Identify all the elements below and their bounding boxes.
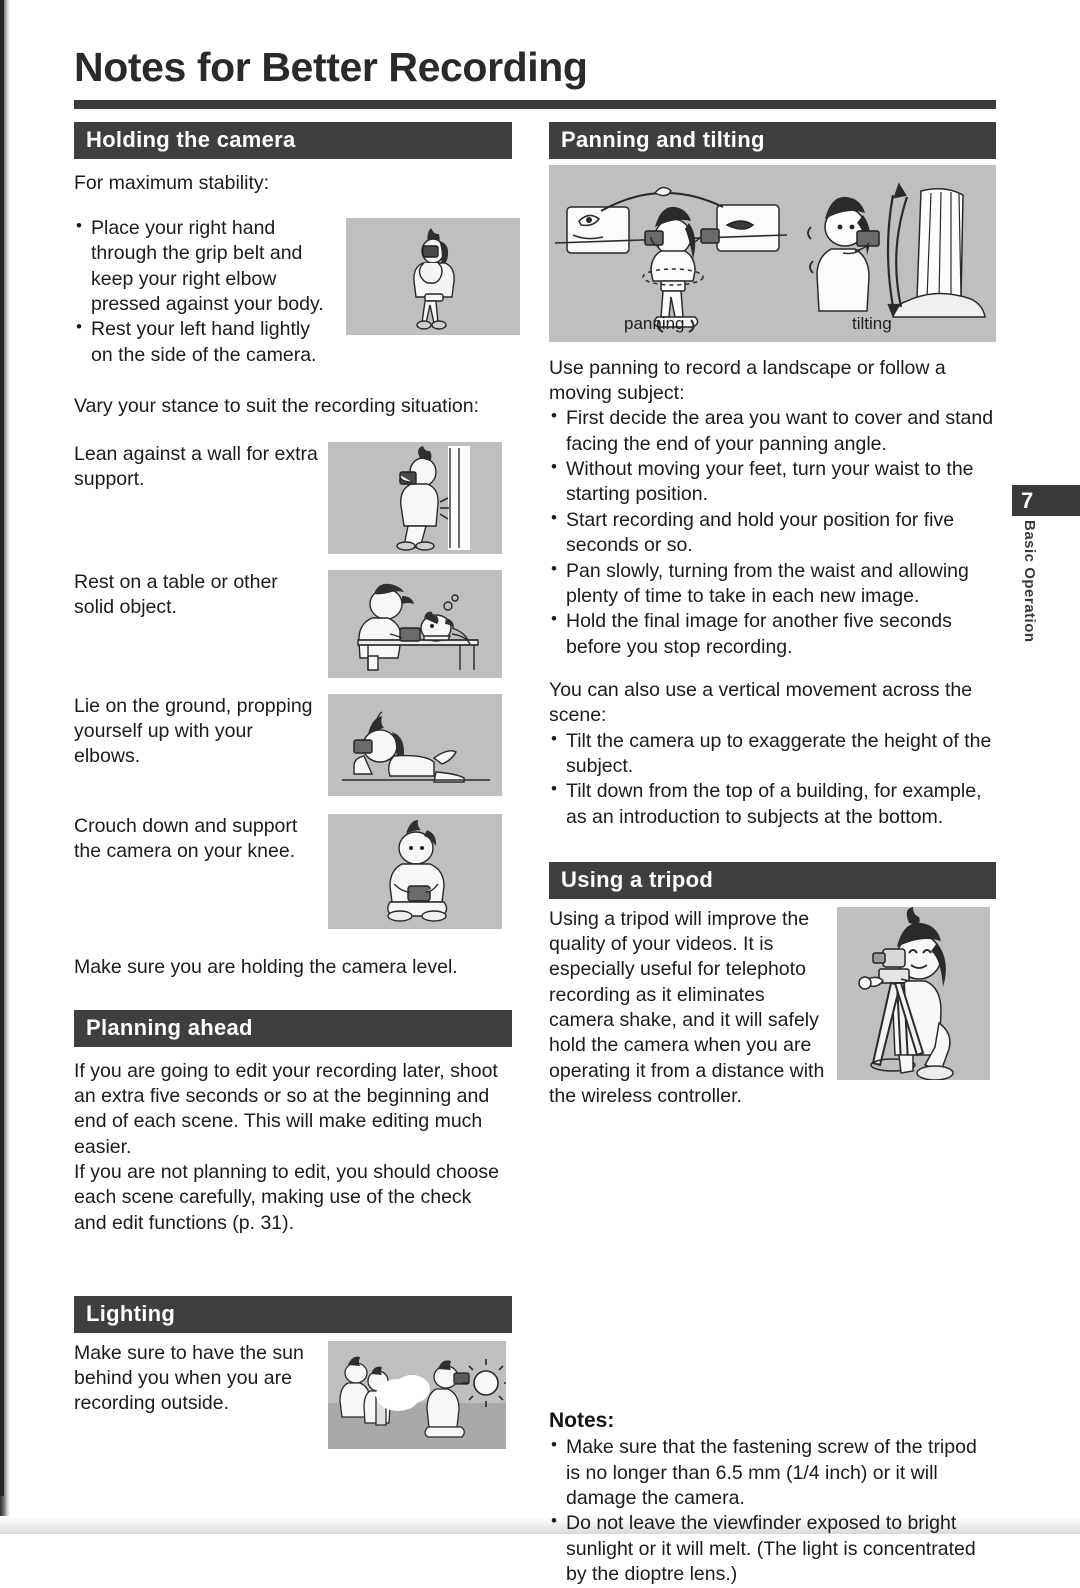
holding-closing-text: Make sure you are holding the camera level.: [74, 955, 458, 978]
list-item: • Start recording and hold your position for five seconds or so.: [549, 508, 996, 559]
stance-row-wall: [74, 442, 512, 554]
holding-bullets-list: [74, 216, 336, 368]
lighting-paragraph: Make sure to have the sun behind you when you are recording outside.: [74, 1341, 304, 1415]
stance-text: Lie on the ground, propping yourself up with your elbows.: [74, 694, 313, 768]
vertical-movement-intro-text: You can also use a vertical movement across the scene:: [549, 678, 973, 727]
figure-person-leaning-against-wall: [328, 442, 502, 554]
right-column: [549, 122, 996, 1588]
planning-paragraph-2: If you are not planning to edit, you should choose each scene carefully, making use of the check and edit functions (p. 31).: [74, 1160, 499, 1234]
list-item: • Make sure that the fastening screw of the tripod is no longer than 6.5 mm (1/4 inch) or it will damage the camera.: [549, 1435, 996, 1511]
section-header-panning-and-tilting: Panning and tilting: [549, 122, 996, 159]
list-item: • Do not leave the viewfinder exposed to bright sunlight or it will melt. (The light is concentrated by the dioptre lens.): [549, 1511, 996, 1587]
stance-intro-text: Vary your stance to suit the recording situation:: [74, 395, 480, 418]
notes-block: [549, 1409, 996, 1587]
figure-person-resting-camera-on-table: [328, 570, 502, 678]
notes-bullets-list: [549, 1435, 996, 1587]
list-item: • First decide the area you want to cover and stand facing the end of your panning angle.: [549, 406, 996, 457]
list-item: • Without moving your feet, turn your waist to the starting position.: [549, 457, 996, 508]
list-item: • Rest your left hand lightly on the side of the camera.: [74, 317, 336, 368]
figure-person-lying-on-ground: [328, 694, 502, 796]
tripod-row: [549, 907, 996, 1110]
holding-bullets-row: [74, 216, 512, 368]
tilting-bullets-list: [549, 729, 996, 830]
section-header-using-a-tripod: Using a tripod: [549, 862, 996, 899]
list-item: • Pan slowly, turning from the waist and allowing plenty of time to take in each new image.: [549, 559, 996, 610]
page-tab-label: Basic Operation: [1021, 520, 1038, 643]
stance-row-ground: [74, 694, 512, 796]
section-header-lighting: Lighting: [74, 1296, 512, 1333]
list-item: • Place your right hand through the grip belt and keep your right elbow pressed against your body.: [74, 216, 336, 317]
stance-text: Lean against a wall for extra support.: [74, 442, 318, 490]
figure-person-crouching-on-knee: [328, 814, 502, 929]
tripod-paragraph: Using a tripod will improve the quality of your videos. It is especially useful for telephoto recording as it eliminates camera shake, and it will safely hold the camera when you are operating it from a distance with the wireless controller.: [549, 907, 825, 1108]
holding-intro-text: For maximum stability:: [74, 171, 270, 194]
stance-row-crouch: [74, 814, 512, 929]
title-underline-rule: [74, 100, 996, 109]
stance-row-table: [74, 570, 512, 678]
stance-text: Crouch down and support the camera on your knee.: [74, 814, 298, 862]
panning-bullets-list: [549, 406, 996, 659]
list-item: • Tilt down from the top of a building, for example, as an introduction to subjects at the bottom.: [549, 779, 996, 830]
figure-person-using-camera-on-tripod: [837, 907, 990, 1080]
section-header-holding-the-camera: Holding the camera: [74, 122, 512, 159]
figure-caption-tilting: tilting: [852, 313, 892, 333]
list-item: • Tilt the camera up to exaggerate the height of the subject.: [549, 729, 996, 780]
figure-person-standing-holding-camera: [346, 218, 520, 335]
left-column: [74, 122, 512, 1449]
figure-people-outdoors-with-sun: [328, 1341, 506, 1449]
page-title: Notes for Better Recording: [74, 44, 588, 90]
section-header-planning-ahead: Planning ahead: [74, 1010, 512, 1047]
panning-intro-text: Use panning to record a landscape or follow a moving subject:: [549, 356, 946, 405]
planning-paragraph-1: If you are going to edit your recording later, shoot an extra five seconds or so at the beginning and end of each scene. This will make editing much easier.: [74, 1059, 498, 1158]
figure-panning-and-tilting: [549, 165, 996, 342]
scan-spine-shadow: [0, 0, 4, 1496]
list-item: • Hold the final image for another five seconds before you stop recording.: [549, 609, 996, 660]
figure-caption-panning: panning: [624, 313, 685, 333]
page-tab-number: 7: [1021, 488, 1034, 513]
page-tab-number-box: [1012, 485, 1080, 516]
stance-text: Rest on a table or other solid object.: [74, 570, 278, 618]
lighting-row: [74, 1341, 512, 1449]
notes-title: Notes:: [549, 1409, 615, 1433]
